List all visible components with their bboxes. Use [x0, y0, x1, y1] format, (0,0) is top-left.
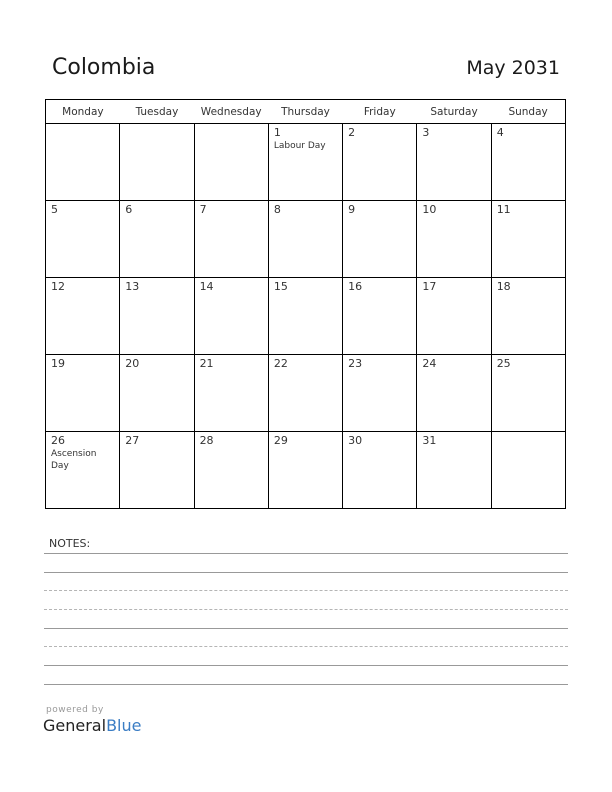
day-number: 8	[273, 203, 281, 216]
day-cell	[268, 124, 342, 201]
day-number: 6	[125, 203, 133, 216]
week-row	[46, 432, 566, 509]
country-title: Colombia	[52, 55, 156, 80]
day-cell	[343, 355, 417, 432]
day-number: 13	[125, 280, 140, 293]
day-number: 4	[496, 126, 504, 139]
brand-logo	[43, 716, 141, 735]
notes-line	[44, 628, 568, 629]
month-year-title: May 2031	[466, 57, 560, 79]
day-cell	[417, 432, 491, 509]
day-number: 14	[199, 280, 214, 293]
day-number: 12	[51, 280, 65, 293]
day-number: 11	[496, 203, 511, 216]
day-cell	[343, 201, 417, 278]
day-number: 31	[422, 434, 437, 447]
day-cell	[491, 278, 565, 355]
day-number: 16	[348, 280, 363, 293]
day-cell	[120, 124, 194, 201]
day-cell	[268, 278, 342, 355]
holiday-label: Labour Day	[273, 141, 326, 151]
notes-line	[44, 646, 568, 647]
day-cell	[194, 278, 268, 355]
day-cell	[194, 355, 268, 432]
holiday-label: Ascension Day	[51, 449, 97, 471]
day-cell	[417, 355, 491, 432]
brand-blue: Blue	[106, 716, 142, 735]
notes-label: NOTES:	[49, 537, 91, 550]
notes-line	[44, 572, 568, 573]
day-cell	[194, 201, 268, 278]
day-number: 9	[348, 203, 356, 216]
brand-general: General	[43, 716, 107, 735]
day-number: 17	[422, 280, 437, 293]
day-number: 29	[273, 434, 288, 447]
weekday-header-row	[46, 100, 566, 124]
day-cell	[343, 124, 417, 201]
day-number: 30	[348, 434, 363, 447]
day-cell	[268, 201, 342, 278]
day-number: 2	[348, 126, 356, 139]
day-number: 23	[348, 357, 363, 370]
powered-by-text: powered by	[46, 705, 104, 715]
day-cell	[343, 278, 417, 355]
day-number: 18	[496, 280, 511, 293]
day-cell	[120, 432, 194, 509]
weekday-wednesday: Wednesday	[194, 100, 268, 124]
day-cell	[46, 201, 120, 278]
weekday-thursday: Thursday	[268, 100, 342, 124]
day-number: 15	[273, 280, 288, 293]
day-cell	[268, 432, 342, 509]
day-cell	[491, 201, 565, 278]
day-number: 24	[422, 357, 437, 370]
day-number: 3	[422, 126, 430, 139]
notes-line	[44, 590, 568, 591]
weekday-friday: Friday	[343, 100, 417, 124]
day-number: 26	[51, 434, 65, 447]
day-cell	[46, 278, 120, 355]
day-number: 7	[199, 203, 207, 216]
day-number: 22	[273, 357, 288, 370]
week-row	[46, 124, 566, 201]
day-cell	[120, 201, 194, 278]
day-cell	[417, 124, 491, 201]
day-cell	[46, 432, 120, 509]
notes-line	[44, 684, 568, 685]
weekday-sunday: Sunday	[491, 100, 565, 124]
weekday-tuesday: Tuesday	[120, 100, 194, 124]
calendar-grid	[45, 99, 566, 509]
week-row	[46, 201, 566, 278]
notes-line	[44, 665, 568, 666]
day-number: 1	[273, 126, 281, 139]
notes-line	[44, 609, 568, 610]
day-cell	[120, 278, 194, 355]
day-number: 10	[422, 203, 437, 216]
day-number: 5	[51, 203, 58, 216]
day-cell	[46, 124, 120, 201]
weekday-saturday: Saturday	[417, 100, 491, 124]
day-number: 21	[199, 357, 214, 370]
weekday-monday: Monday	[46, 100, 120, 124]
notes-line	[44, 553, 568, 554]
week-row	[46, 355, 566, 432]
day-cell	[491, 432, 565, 509]
day-number: 25	[496, 357, 511, 370]
day-cell	[46, 355, 120, 432]
day-cell	[194, 432, 268, 509]
day-number: 28	[199, 434, 214, 447]
day-cell	[268, 355, 342, 432]
week-row	[46, 278, 566, 355]
day-number: 27	[125, 434, 140, 447]
day-cell	[491, 355, 565, 432]
day-cell	[417, 201, 491, 278]
day-number: 20	[125, 357, 140, 370]
day-cell	[120, 355, 194, 432]
day-cell	[491, 124, 565, 201]
day-cell	[417, 278, 491, 355]
day-cell	[194, 124, 268, 201]
day-cell	[343, 432, 417, 509]
day-number: 19	[51, 357, 65, 370]
